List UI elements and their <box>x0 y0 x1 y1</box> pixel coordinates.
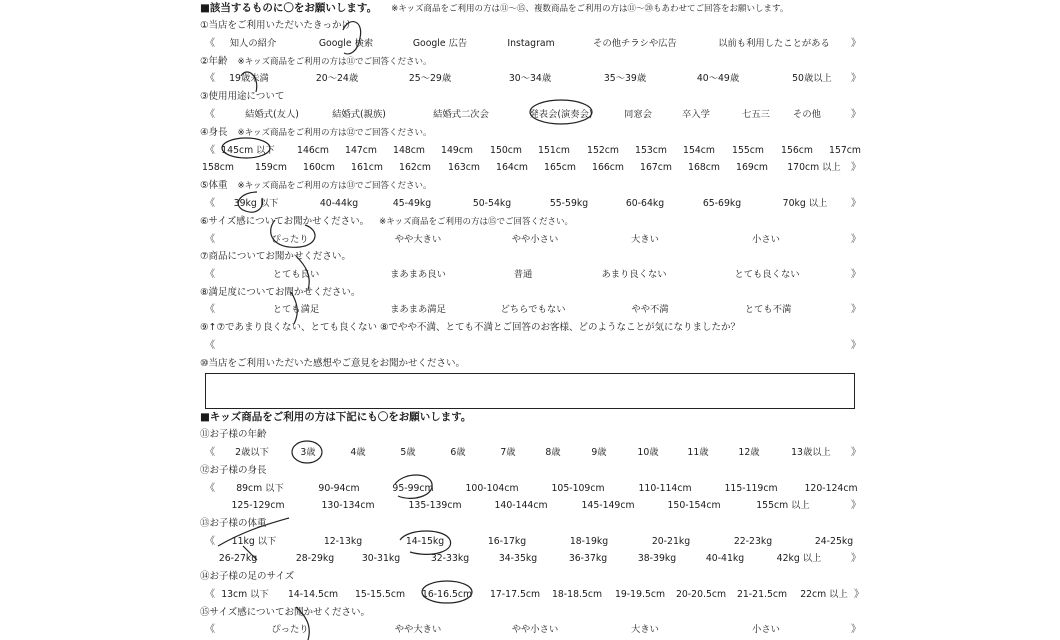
q7-option[interactable]: あまり良くない <box>601 269 667 280</box>
q13-option[interactable]: 11kg 以下 <box>231 536 277 547</box>
q5-option[interactable]: 55-59kg <box>549 198 589 209</box>
q4-option[interactable]: 165cm <box>544 162 576 173</box>
question-6-label: ⑥サイズ感についてお聞かせください。 ※キッズ商品をご利用の方は⑮でご回答ください。 <box>200 216 574 227</box>
q5-option[interactable]: 50-54kg <box>472 198 512 209</box>
question-8-label: ⑧満足度についてお聞かせください。 <box>200 287 361 298</box>
q12-option[interactable]: 120-124cm <box>804 483 858 494</box>
q11-option[interactable]: 6歳 <box>450 447 466 458</box>
q3-option[interactable]: 発表会(演奏会) <box>529 109 593 120</box>
q13-option[interactable]: 28-29kg <box>295 553 335 564</box>
q3-option[interactable]: 七五三 <box>742 109 770 120</box>
q12-option[interactable]: 95-99cm <box>392 483 434 494</box>
q13-option[interactable]: 22-23kg <box>733 536 773 547</box>
q5-option[interactable]: 70kg 以上 <box>782 198 828 209</box>
q2-option[interactable]: 19歳未満 <box>229 73 269 84</box>
q7-option[interactable]: とても良い <box>272 269 320 280</box>
q4-option[interactable]: 153cm <box>635 145 667 156</box>
q11-option[interactable]: 7歳 <box>500 447 516 458</box>
q14-option[interactable]: 14-14.5cm <box>287 589 339 600</box>
heading-note: ※キッズ商品をご利用の方は⑪～⑮、複数商品をご利用の方は⑪～⑳もあわせてご回答をお願いします。 <box>391 4 789 14</box>
q11-option[interactable]: 4歳 <box>350 447 366 458</box>
q5-option[interactable]: 65-69kg <box>702 198 742 209</box>
q12-option[interactable]: 135-139cm <box>408 500 462 511</box>
q14-option[interactable]: 22cm 以上 <box>800 589 848 600</box>
q2-option[interactable]: 50歳以上 <box>792 73 832 84</box>
q12-option[interactable]: 115-119cm <box>724 483 778 494</box>
q8-option[interactable]: まあまあ満足 <box>390 304 446 315</box>
q2-option[interactable]: 35～39歳 <box>603 73 647 84</box>
close-bracket: 》 <box>851 38 861 49</box>
q5-option[interactable]: 39kg 以下 <box>233 198 279 209</box>
q6-option[interactable]: 大きい <box>631 234 659 245</box>
question-10-label: ⑩当店をご利用いただいた感想やご意見をお聞かせください。 <box>200 358 466 369</box>
q15-option[interactable]: やや小さい <box>511 624 559 635</box>
q15-option[interactable]: ぴったり <box>271 624 309 635</box>
q4-option[interactable]: 147cm <box>345 145 377 156</box>
q6-option[interactable]: 小さい <box>752 234 780 245</box>
question-1-label: ①当店をご利用いただいたきっかけ <box>200 20 352 31</box>
q4-option[interactable]: 158cm <box>202 162 234 173</box>
section-heading-kids: ■キッズ商品をご利用の方は下記にも〇をお願いします。 <box>200 411 472 423</box>
q3-option[interactable]: 結婚式(親族) <box>332 109 386 120</box>
q4-option[interactable]: 149cm <box>441 145 473 156</box>
q12-option[interactable]: 89cm 以下 <box>236 483 284 494</box>
q14-option[interactable]: 13cm 以下 <box>221 589 269 600</box>
q12-option[interactable]: 150-154cm <box>667 500 721 511</box>
q6-option[interactable]: やや大きい <box>394 234 442 245</box>
q2-option[interactable]: 20～24歳 <box>315 73 359 84</box>
q14-option[interactable]: 15-15.5cm <box>354 589 406 600</box>
q4-option[interactable]: 168cm <box>688 162 720 173</box>
q2-option[interactable]: 40～49歳 <box>696 73 740 84</box>
question-13-label: ⑬お子様の体重 <box>200 518 267 529</box>
question-11-label: ⑪お子様の年齢 <box>200 429 267 440</box>
q13-option[interactable]: 36-37kg <box>568 553 608 564</box>
question-2-label: ②年齢 ※キッズ商品をご利用の方は⑪でご回答ください。 <box>200 56 432 67</box>
q7-option[interactable]: まあまあ良い <box>390 269 446 280</box>
q15-option[interactable]: やや大きい <box>394 624 442 635</box>
q2-option[interactable]: 25～29歳 <box>408 73 452 84</box>
q8-option[interactable]: とても満足 <box>272 304 320 315</box>
q15-option[interactable]: 大きい <box>631 624 659 635</box>
open-bracket: 《 <box>205 38 215 49</box>
q11-option[interactable]: 8歳 <box>545 447 561 458</box>
q4-option[interactable]: 150cm <box>490 145 522 156</box>
question-12-label: ⑫お子様の身長 <box>200 465 267 476</box>
q3-option[interactable]: 同窓会 <box>624 109 652 120</box>
q14-option[interactable]: 21-21.5cm <box>736 589 788 600</box>
question-15-label: ⑮サイズ感についてお聞かせください。 <box>200 607 371 618</box>
q11-option[interactable]: 13歳以上 <box>791 447 831 458</box>
q12-option[interactable]: 130-134cm <box>321 500 375 511</box>
q14-option[interactable]: 16-16.5cm <box>421 589 473 600</box>
q11-option[interactable]: 3歳 <box>300 447 316 458</box>
comment-box[interactable] <box>205 373 855 409</box>
q13-option[interactable]: 20-21kg <box>651 536 691 547</box>
q14-option[interactable]: 18-18.5cm <box>551 589 603 600</box>
q4-option[interactable]: 163cm <box>448 162 480 173</box>
section-heading-main <box>200 0 788 17</box>
q4-option[interactable]: 170cm 以上 <box>787 162 841 173</box>
q7-option[interactable]: とても良くない <box>734 269 800 280</box>
q4-option[interactable]: 157cm <box>829 145 861 156</box>
q8-option[interactable]: とても不満 <box>744 304 792 315</box>
q5-option[interactable]: 45-49kg <box>392 198 432 209</box>
q11-option[interactable]: 10歳 <box>637 447 659 458</box>
q3-option[interactable]: 結婚式二次会 <box>433 109 489 120</box>
q4-option[interactable]: 148cm <box>393 145 425 156</box>
q13-option[interactable]: 18-19kg <box>569 536 609 547</box>
q13-option[interactable]: 32-33kg <box>430 553 470 564</box>
q12-option[interactable]: 125-129cm <box>231 500 285 511</box>
q4-option[interactable]: 162cm <box>399 162 431 173</box>
heading-text: ■該当するものに〇をお願いします。 <box>200 2 378 14</box>
q5-option[interactable]: 40-44kg <box>319 198 359 209</box>
q4-option[interactable]: 151cm <box>538 145 570 156</box>
q12-option[interactable]: 140-144cm <box>494 500 548 511</box>
q4-option[interactable]: 152cm <box>587 145 619 156</box>
q5-option[interactable]: 60-64kg <box>625 198 665 209</box>
q13-option[interactable]: 26-27kg <box>218 553 258 564</box>
q13-option[interactable]: 24-25kg <box>814 536 854 547</box>
question-7-label: ⑦商品についてお聞かせください。 <box>200 251 351 262</box>
q1-option[interactable]: 以前も利用したことがある <box>718 38 830 49</box>
q14-option[interactable]: 19-19.5cm <box>614 589 666 600</box>
q6-option[interactable]: ぴったり <box>271 234 309 245</box>
q11-option[interactable]: 12歳 <box>738 447 760 458</box>
question-9-label: ⑨↑⑦であまり良くない、とても良くない ⑧でやや不満、とても不満とご回答のお客様、どのようなことが気になりましたか？ <box>200 322 741 333</box>
q8-option[interactable]: やや不満 <box>631 304 669 315</box>
q8-option[interactable]: どちらでもない <box>500 304 566 315</box>
q4-option[interactable]: 169cm <box>736 162 768 173</box>
q13-option[interactable]: 40-41kg <box>705 553 745 564</box>
q12-option[interactable]: 110-114cm <box>638 483 692 494</box>
q1-option[interactable]: Google 検索 <box>318 38 374 49</box>
q1-option[interactable]: その他チラシや広告 <box>593 38 677 49</box>
q3-option[interactable]: その他 <box>793 109 821 120</box>
q1-option[interactable]: Google 広告 <box>412 38 468 49</box>
q12-option[interactable]: 105-109cm <box>551 483 605 494</box>
q13-option[interactable]: 42kg 以上 <box>776 553 822 564</box>
q4-option[interactable]: 167cm <box>640 162 672 173</box>
q4-option[interactable]: 159cm <box>255 162 287 173</box>
q12-option[interactable]: 145-149cm <box>581 500 635 511</box>
q4-option[interactable]: 156cm <box>781 145 813 156</box>
q11-option[interactable]: 9歳 <box>591 447 607 458</box>
q4-option[interactable]: 166cm <box>592 162 624 173</box>
q6-option[interactable]: やや小さい <box>511 234 559 245</box>
question-5-label: ⑤体重 ※キッズ商品をご利用の方は⑬でご回答ください。 <box>200 180 432 191</box>
question-3-label: ③使用用途について <box>200 91 285 102</box>
q3-option[interactable]: 卒入学 <box>682 109 710 120</box>
q4-option[interactable]: 154cm <box>683 145 715 156</box>
q2-option[interactable]: 30～34歳 <box>508 73 552 84</box>
question-14-label: ⑭お子様の足のサイズ <box>200 571 295 582</box>
q13-option[interactable]: 38-39kg <box>637 553 677 564</box>
q15-option[interactable]: 小さい <box>752 624 780 635</box>
q4-option[interactable]: 146cm <box>297 145 329 156</box>
q1-option[interactable]: Instagram <box>507 38 555 49</box>
q4-option[interactable]: 155cm <box>732 145 764 156</box>
q4-option[interactable]: 160cm <box>303 162 335 173</box>
q14-option[interactable]: 20-20.5cm <box>675 589 727 600</box>
q14-option[interactable]: 17-17.5cm <box>489 589 541 600</box>
q13-option[interactable]: 34-35kg <box>498 553 538 564</box>
q4-option[interactable]: 161cm <box>351 162 383 173</box>
q11-option[interactable]: 2歳以下 <box>235 447 269 458</box>
q4-option[interactable]: 145cm 以下 <box>221 145 275 156</box>
q13-option[interactable]: 12-13kg <box>323 536 363 547</box>
q3-option[interactable]: 結婚式(友人) <box>245 109 299 120</box>
q13-option[interactable]: 16-17kg <box>487 536 527 547</box>
q11-option[interactable]: 11歳 <box>687 447 709 458</box>
q4-option[interactable]: 164cm <box>496 162 528 173</box>
q11-option[interactable]: 5歳 <box>400 447 416 458</box>
q13-option[interactable]: 14-15kg <box>405 536 445 547</box>
q12-option[interactable]: 155cm 以上 <box>756 500 810 511</box>
q13-option[interactable]: 30-31kg <box>361 553 401 564</box>
q1-option[interactable]: 知人の紹介 <box>229 38 277 49</box>
q7-option[interactable]: 普通 <box>513 269 533 280</box>
q12-option[interactable]: 90-94cm <box>318 483 360 494</box>
question-4-label: ④身長 ※キッズ商品をご利用の方は⑫でご回答ください。 <box>200 127 432 138</box>
q12-option[interactable]: 100-104cm <box>465 483 519 494</box>
